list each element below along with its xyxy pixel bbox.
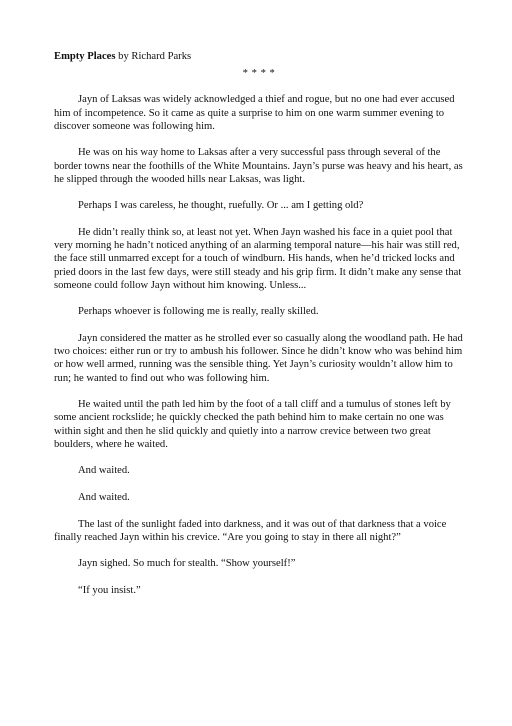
story-title: Empty Places (54, 51, 116, 62)
title-line (54, 50, 464, 63)
paragraph: Jayn sighed. So much for stealth. “Show yourself!” (78, 558, 296, 570)
paragraph: And waited. (78, 465, 130, 477)
paragraph: “If you insist.” (78, 584, 141, 596)
paragraph: He didn’t really think so, at least not yet. When Jayn washed his face in a quiet pool that very morning he hadn’t noticed anything of an alarming temporal nature—his hair was still red, the face still unmarred except for a touch of windburn. His hands, when he’d tricked locks and pried doors in the last few days, were still steady and his grip firm. It didn’t make any sense that someone could follow Jayn without him knowing. Unless... (54, 227, 462, 291)
paragraph: Jayn of Laksas was widely acknowledged a thief and rogue, but no one had ever accused him of incompetence. So it came as quite a surprise to him on one warm summer evening to discover someone was following him. (54, 94, 455, 132)
paragraph: The last of the sunlight faded into darkness, and it was out of that darkness that a voice finally reached Jayn within his crevice. “Are you going to stay in there all night?” (54, 518, 447, 543)
paragraph: Perhaps whoever is following me is really, really skilled. (78, 306, 319, 318)
paragraph: He was on his way home to Laksas after a very successful pass through several of the border towns near the foothills of the White Mountains. Jayn’s purse was heavy and his heart, as he slipped through the wooded hills near Laksas, was light. (54, 147, 463, 185)
paragraph: Perhaps I was careless, he thought, ruefully. Or ... am I getting old? (78, 200, 364, 212)
paragraph: Jayn considered the matter as he strolled ever so casually along the woodland path. He had two choices: either run or try to ambush his follower. Since he didn’t know who was behind him or how well armed, running was the sensible thing. Yet Jayn’s curiosity wouldn’t allow him to run; he wanted to find out who was following him. (54, 333, 463, 384)
document-page (54, 50, 464, 611)
section-separator: * * * * (242, 68, 276, 80)
paragraph: And waited. (78, 492, 130, 503)
author-byline: by Richard Parks (115, 51, 192, 62)
paragraph: He waited until the path led him by the foot of a tall cliff and a tumulus of stones left by some ancient rockslide; he quickly checked the path behind him to make certain no one was within sight and then he slid quickly and quietly into a narrow crevice between two great boulders, where he waited. (54, 399, 451, 450)
